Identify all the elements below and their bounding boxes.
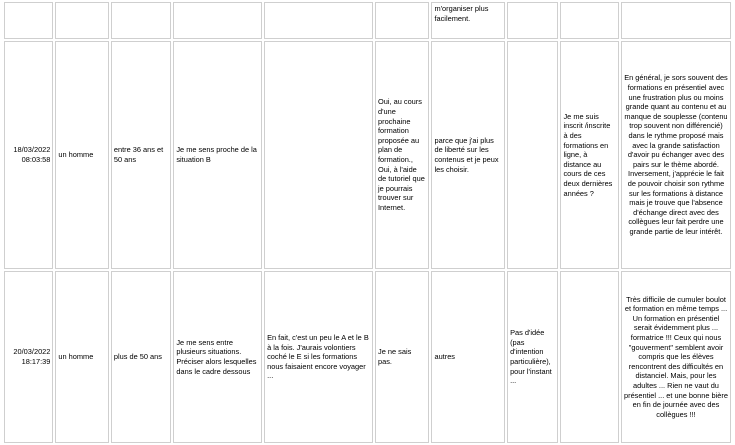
table-cell-idea (507, 41, 558, 269)
table-cell (55, 2, 108, 39)
table-cell-timestamp: 20/03/2022 18:17:39 (4, 271, 53, 443)
table-cell-intention: Je ne sais pas. (375, 271, 429, 443)
table-cell-age: plus de 50 ans (111, 271, 172, 443)
table-cell (4, 2, 53, 39)
table-cell-registration (560, 271, 618, 443)
table-cell-reason: m'organiser plus facilement. (431, 2, 505, 39)
table-cell-comment: En général, je sors souvent des formations en présentiel avec une frustration plus ou moins grande quant au contenu et au manque de souplesse (contenu trop souvent non différencié) dans le rythme proposé mais avec la grande satisfaction d'avoir pu échanger avec des pairs sur le thème abordé. Inversement, j'apprécie le fait de pouvoir choisir son rythme sur les formations à distance mais je trouve que l'absence d'échange direct avec des collègues leur fait perdre une grande partie de leur intérêt. (621, 41, 731, 269)
table-cell-timestamp: 18/03/2022 08:03:58 (4, 41, 53, 269)
table-cell-gender: un homme (55, 41, 108, 269)
table-cell-reason: autres (431, 271, 505, 443)
table-cell (111, 2, 172, 39)
table-cell (264, 2, 373, 39)
survey-table (2, 0, 733, 445)
table-row (4, 271, 731, 443)
table-cell-idea: Pas d'idée (pas d'intention particulière), pour l'instant ... (507, 271, 558, 443)
table-cell (621, 2, 731, 39)
table-row (4, 2, 731, 39)
table-cell-details: En fait, c'est un peu le A et le B à la fois. J'aurais volontiers coché le E si les formations nous faisaient encore voyager ... (264, 271, 373, 443)
table-cell-situation: Je me sens proche de la situation B (173, 41, 262, 269)
table-cell-registration: Je me suis inscrit /inscrite à des formations en ligne, à distance au cours de ces deux dernières années ? (560, 41, 618, 269)
table-cell (507, 2, 558, 39)
table-cell-reason: parce que j'ai plus de liberté sur les contenus et je peux les choisir. (431, 41, 505, 269)
table-cell-situation: Je me sens entre plusieurs situations. Préciser alors lesquelles dans le cadre dessous (173, 271, 262, 443)
table-cell (560, 2, 618, 39)
table-cell (173, 2, 262, 39)
table-cell-intention: Oui, au cours d'une prochaine formation proposée au plan de formation., Oui, à l'aide de tutoriel que je pourrais trouver sur Internet. (375, 41, 429, 269)
table-cell-age: entre 36 ans et 50 ans (111, 41, 172, 269)
table-cell-details (264, 41, 373, 269)
table-cell (375, 2, 429, 39)
table-cell-gender: un homme (55, 271, 108, 443)
table-cell-comment: Très difficile de cumuler boulot et formation en même temps ... Un formation en présentiel serait évidemment plus ... formatrice !!! Ceux qui nous "gouverment" semblent avoir compris que les élèves rencontrent des difficultés en distanciel. Mais, pour les adultes ... Rien ne vaut du présentiel ... et une bonne bière en fin de journée avec des collègues !!! (621, 271, 731, 443)
table-row (4, 41, 731, 269)
